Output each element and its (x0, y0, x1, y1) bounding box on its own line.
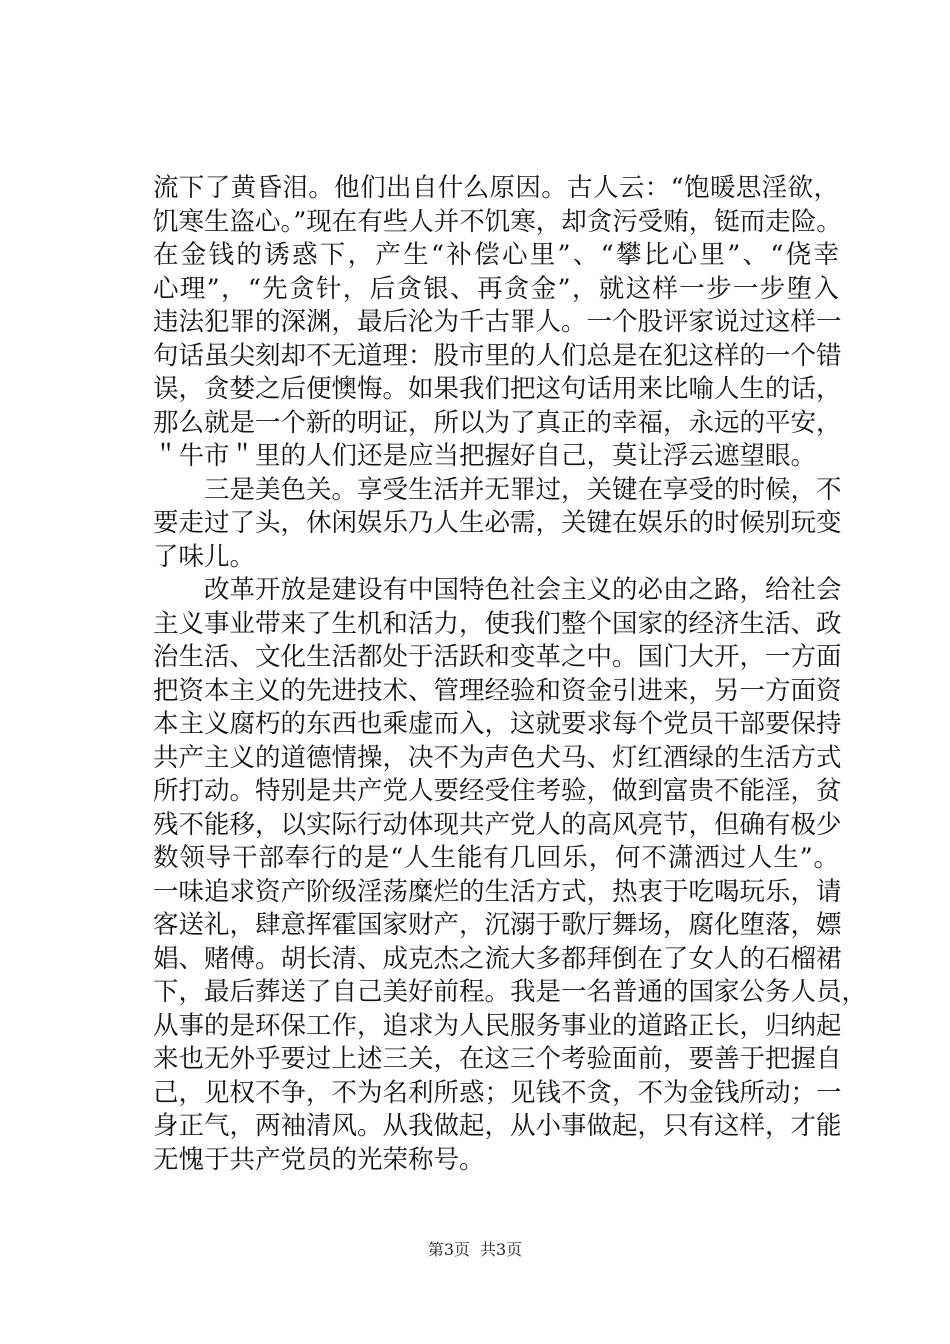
text-line: 在金钱的诱惑下，产生“补偿心里”、“攀比心里”、“侥幸 (153, 240, 839, 270)
text-line: 改革开放是建设有中国特色社会主义的必由之路，给社会 (204, 575, 842, 605)
text-line: 娼、赌傅。胡长清、成克杰之流大多都拜倒在了女人的石榴裙 (153, 943, 842, 974)
text-line: ＂牛市＂里的人们还是应当把握好自己，莫让浮云遮望眼。 (153, 441, 817, 471)
paragraph-2 (153, 474, 842, 575)
text-line: 身正气，两袖清风。从我做起，从小事做起，只有这样，才能 (153, 1111, 842, 1141)
text-line: 饥寒生盗心。”现在有些人并不饥寒，却贪污受贿，铤而走险。 (153, 206, 842, 237)
paragraph-1 (153, 172, 842, 474)
text-line: 流下了黄昏泪。他们出自什么原因。古人云：“饱暖思淫欲， (153, 173, 839, 203)
text-line: 从事的是环保工作，追求为人民服务事业的道路正长，归纳起 (153, 1010, 842, 1041)
paragraph-3 (153, 574, 868, 1177)
text-line: 要走过了头，休闲娱乐乃人生必需，关键在娱乐的时候别玩变 (153, 508, 842, 538)
text-line: 违法犯罪的深渊，最后沦为千古罪人。一个股评家说过这样一 (153, 307, 842, 337)
text-line: 残不能移，以实际行动体现共产党人的高风亮节，但确有极少 (153, 809, 842, 840)
text-line: 己，见权不争，不为名利所惑；见钱不贪，不为金钱所动；一 (153, 1077, 842, 1108)
text-line: 来也无外乎要过上述三关，在这三个考验面前，要善于把握自 (153, 1044, 842, 1074)
text-line: 主义事业带来了生机和活力，使我们整个国家的经济生活、政 (153, 608, 842, 639)
text-line: 数领导干部奉行的是“人生能有几回乐，何不潇洒过人生”。 (153, 843, 839, 873)
text-line: 那么就是一个新的明证，所以为了真正的幸福，永远的平安， (153, 407, 842, 438)
text-line: 无愧于共产党员的光荣称号。 (153, 1144, 485, 1175)
page-footer (0, 1240, 950, 1260)
text-line: 把资本主义的先进技术、管理经验和资金引进来，另一方面资 (153, 675, 842, 706)
text-line: 三是美色关。享受生活并无罪过，关键在享受的时候，不 (204, 474, 842, 505)
text-line: 一味追求资产阶级淫荡糜烂的生活方式，热衷于吃喝玩乐，请 (153, 876, 842, 907)
page-total: 共3页 (480, 1240, 523, 1259)
document-body (153, 172, 868, 1177)
text-line: 治生活、文化生活都处于活跃和变革之中。国门大开，一方面 (153, 642, 842, 672)
text-line: 下，最后葬送了自己美好前程。我是一名普通的国家公务人员， (153, 977, 868, 1007)
text-line: 所打动。特别是共产党人要经受住考验，做到富贵不能淫，贫 (153, 776, 842, 806)
text-line: 了味儿。 (153, 541, 256, 572)
page-number: 第3页 (427, 1240, 470, 1259)
text-line: 客送礼，肆意挥霍国家财产，沉溺于歌厅舞场，腐化堕落，嫖 (153, 910, 842, 940)
text-line: 句话虽尖刻却不无道理：股市里的人们总是在犯这样的一个错 (153, 340, 842, 371)
text-line: 误，贪婪之后便懊悔。如果我们把这句话用来比喻人生的话， (153, 374, 842, 404)
text-line: 心理”，“先贪针，后贪银、再贪金”，就这样一步一步堕入 (153, 273, 839, 304)
text-line: 本主义腐朽的东西也乘虚而入，这就要求每个党员干部要保持 (153, 709, 842, 739)
text-line: 共产主义的道德情操，决不为声色犬马、灯红酒绿的生活方式 (153, 742, 842, 773)
